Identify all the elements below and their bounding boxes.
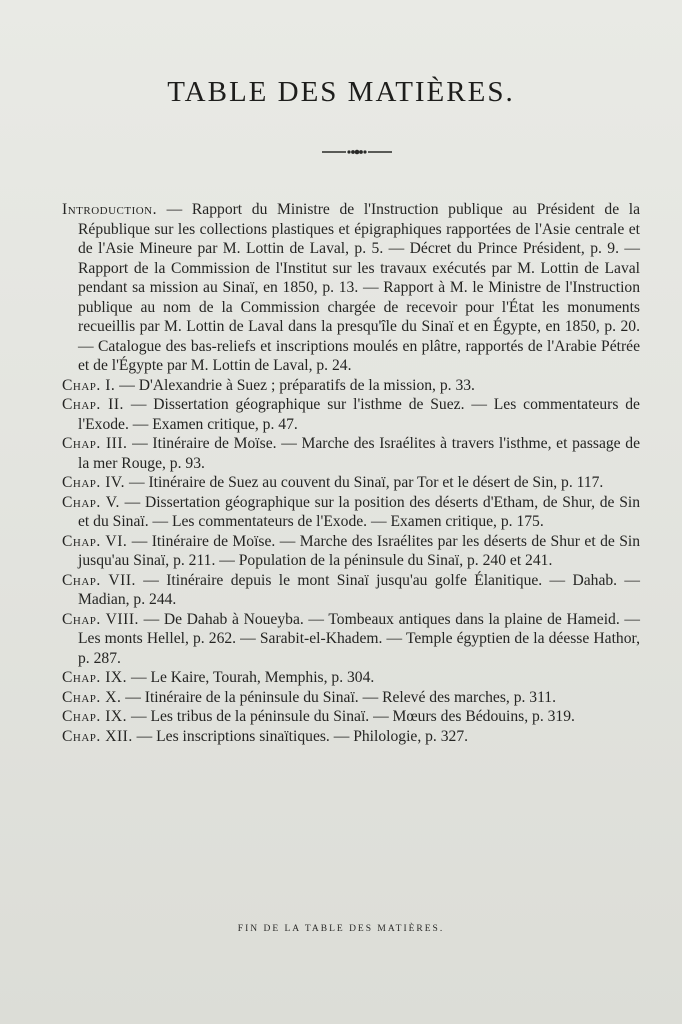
toc-entry-label: Chap. IX. — [62, 708, 128, 725]
toc-entry-chap-9 — [62, 668, 640, 688]
toc-entry-label: Chap. V. — [62, 493, 120, 511]
toc-entry-text: — Itinéraire depuis le mont Sinaï jusqu'au golfe Élanitique. — Dahab. — Madian, p. 244. — [78, 571, 641, 608]
toc-entry-text: — Les tribus de la péninsule du Sinaï. — Mœurs des Bédouins, p. 319. — [130, 708, 575, 725]
toc-entry-label: Chap. IX. — [62, 669, 128, 686]
toc-entry-chap-7 — [62, 571, 640, 610]
toc-entry-text: — Itinéraire de la péninsule du Sinaï. — Relevé des marches, p. 311. — [125, 688, 557, 706]
toc-entry-chap-12 — [62, 727, 640, 747]
toc-entry-label: Chap. II. — [62, 396, 124, 413]
toc-entry-label: Chap. III. — [62, 435, 128, 452]
toc-entry-label: Chap. VI. — [62, 532, 128, 550]
toc-entry-chap-2 — [62, 395, 640, 434]
toc-entry-label: Chap. VII. — [62, 571, 136, 589]
toc-entry-text: — Dissertation géographique sur la position des déserts d'Etham, de Shur, de Sin et du Sinaï. — Les commentateurs de l'Exode. — Examen critique, p. 175. — [78, 493, 640, 530]
table-of-contents — [62, 200, 640, 746]
toc-entry-chap-11 — [62, 707, 640, 727]
end-note: FIN DE LA TABLE DES MATIÈRES. — [237, 924, 445, 934]
page-title: TABLE DES MATIÈRES. — [167, 76, 515, 108]
toc-entry-text: — Itinéraire de Moïse. — Marche des Israélites à travers l'isthme, et passage de la mer Rouge, p. 93. — [78, 435, 641, 472]
toc-entry-label: Chap. XII. — [62, 727, 133, 745]
toc-entry-text: — De Dahab à Noueyba. — Tombeaux antiques dans la plaine de Hameid. — Les monts Hellel, p. 262. — Sarabit-el-Khadem. — Temple égyptien de la déesse Hathor, p. 287. — [78, 610, 640, 667]
toc-entry-chap-1 — [62, 376, 640, 396]
toc-entry-text: — Le Kaire, Tourah, Memphis, p. 304. — [130, 669, 375, 686]
toc-entry-chap-10 — [62, 688, 640, 708]
toc-entry-chap-5 — [62, 493, 640, 532]
toc-entry-text: — Itinéraire de Suez au couvent du Sinaï, par Tor et le désert de Sin, p. 117. — [128, 474, 604, 491]
toc-entry-text: — Rapport du Ministre de l'Instruction publique au Président de la République sur les collections plastiques et épigraphiques rapportées de l'Asie centrale et de l'Asie Mineure par M. Lottin de Laval, p. 5. — Décret du Prince Président, p. 9. — Rapport de la Commission de l'Institut sur les travaux exécutés par M. Lottin de Laval pendant sa mission au Sinaï, en 1850, p. 13. — Rapport à M. le Ministre de l'Instruction publique au nom de la Commission chargée de recevoir pour l'État les monuments recueillis par M. Lottin de Laval dans la presqu'île du Sinaï et en Égypte, en 1850, p. 20. — Catalogue des bas-reliefs et inscriptions moulés en plâtre, rapportés de l'Arabie Pétrée et de l'Égypte par M. Lottin de Laval, p. 24. — [78, 201, 640, 374]
toc-entry-text: — D'Alexandrie à Suez ; préparatifs de la mission, p. 33. — [119, 376, 475, 394]
toc-entry-text: — Les inscriptions sinaïtiques. — Philologie, p. 327. — [136, 727, 469, 745]
toc-entry-chap-4 — [62, 473, 640, 493]
toc-entry-label: Chap. IV. — [62, 474, 126, 491]
toc-entry-label: Chap. VIII. — [62, 610, 139, 628]
toc-entry-introduction — [62, 200, 640, 376]
toc-entry-label: Chap. X. — [62, 688, 122, 706]
ornament-divider — [322, 146, 392, 158]
toc-entry-chap-6 — [62, 532, 640, 571]
toc-entry-chap-3 — [62, 434, 640, 473]
toc-entry-text: — Itinéraire de Moïse. — Marche des Israélites par les déserts de Shur et de Sin jusqu'au Sinaï, p. 211. — Population de la péninsule du Sinaï, p. 240 et 241. — [78, 532, 641, 569]
toc-entry-label: Chap. I. — [62, 376, 116, 394]
toc-entry-label: Introduction. — [62, 201, 158, 218]
toc-entry-chap-8 — [62, 610, 640, 669]
toc-entry-text: — Dissertation géographique sur l'isthme de Suez. — Les commentateurs de l'Exode. — Examen critique, p. 47. — [78, 396, 640, 433]
